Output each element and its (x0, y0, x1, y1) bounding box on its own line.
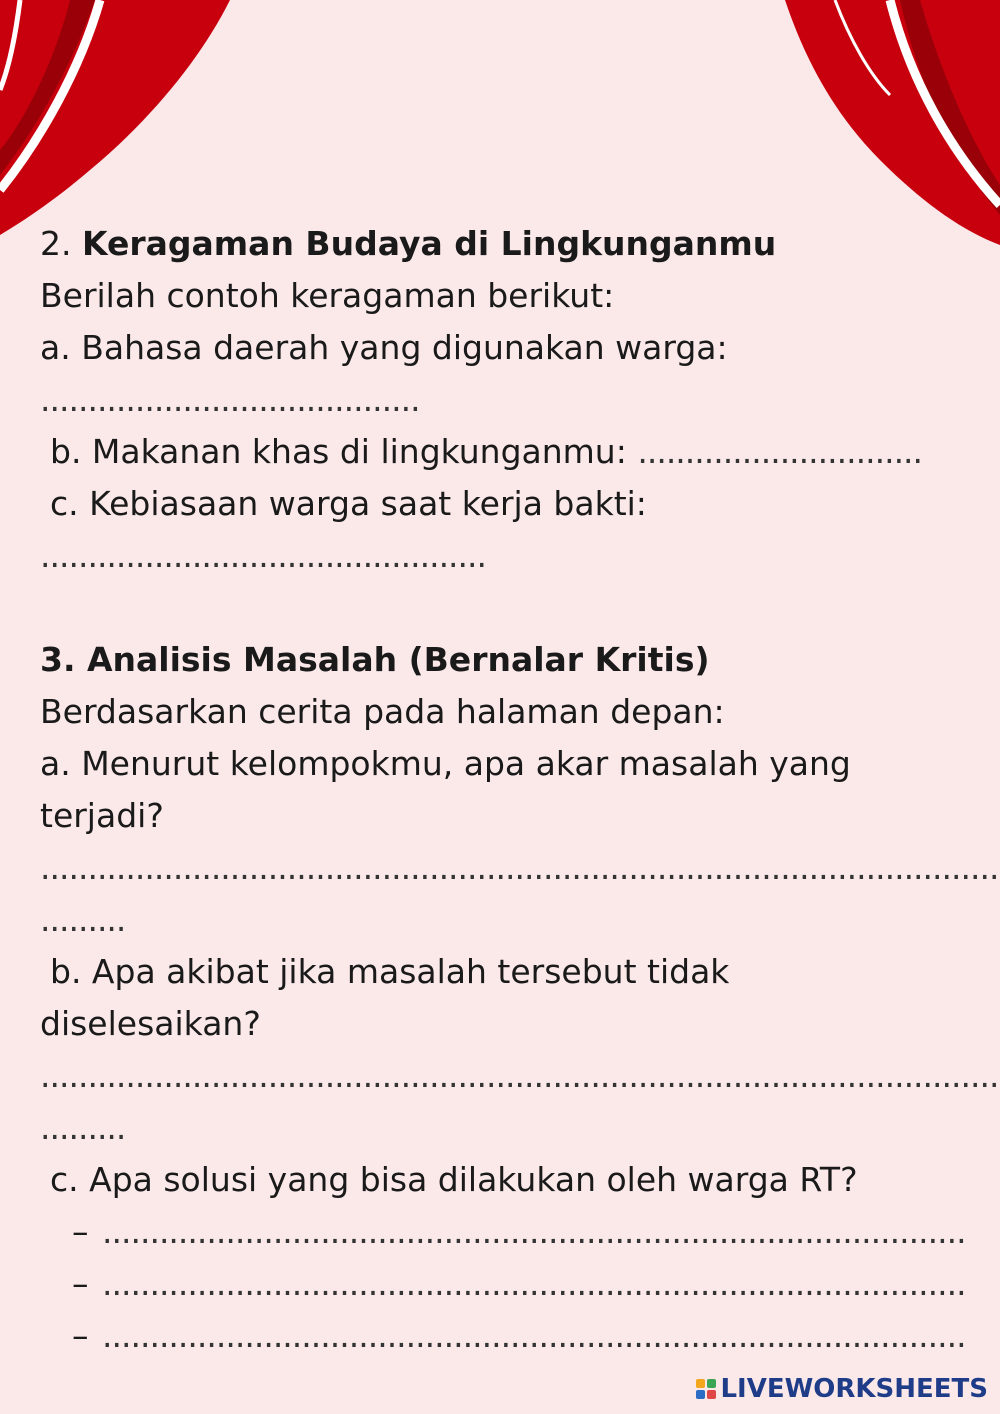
section2-instruction: Berilah contoh keragaman berikut: (40, 276, 615, 315)
liveworksheets-logo-icon (696, 1379, 716, 1399)
section3-b-label-line2: diselesaikan? (40, 1004, 261, 1043)
section3-c-label: c. Apa solusi yang bisa dilakukan oleh warga RT? (50, 1160, 858, 1199)
curtain-left-decoration (0, 0, 240, 240)
section3-c-answer-row-1 (40, 1206, 966, 1258)
section2-b-line (40, 426, 960, 478)
section3-b-answer-field-line2[interactable]: ......... (40, 1108, 126, 1147)
liveworksheets-logo-text: LIVEWORKSHEETS (720, 1374, 988, 1404)
dash-bullet: – (72, 1264, 89, 1303)
section3-b-label-line1: b. Apa akibat jika masalah tersebut tidak (50, 952, 730, 991)
section3-a-label-line1: a. Menurut kelompokmu, apa akar masalah yang (40, 744, 851, 783)
section3-b-answer-field-line1[interactable]: ..................................................................................................... (40, 1056, 999, 1095)
section3-a-answer-field-line1[interactable]: ..................................................................................................... (40, 848, 999, 887)
section3-c-answer-row-2 (40, 1258, 966, 1310)
curtain-right-decoration (740, 0, 1000, 250)
dash-bullet: – (72, 1316, 89, 1355)
section2-title: Keragaman Budaya di Lingkunganmu (81, 224, 777, 263)
section2-c-answer-field[interactable]: ............................................... (40, 536, 487, 575)
section2-a-label: a. Bahasa daerah yang digunakan warga: (40, 328, 728, 367)
section3-instruction: Berdasarkan cerita pada halaman depan: (40, 692, 725, 731)
section3-c-answer-field-3[interactable]: ........................................................................................... (102, 1316, 966, 1355)
section2-b-label: b. Makanan khas di lingkunganmu: (50, 432, 627, 471)
section3-c-answer-row-3 (40, 1310, 966, 1362)
section2-number: 2. (40, 224, 82, 263)
section3-heading (40, 634, 960, 686)
liveworksheets-logo (696, 1374, 988, 1404)
section2-b-answer-field[interactable]: .............................. (637, 432, 923, 471)
worksheet-content (40, 218, 999, 1362)
section3-c-answer-field-1[interactable]: ........................................................................................... (102, 1212, 966, 1251)
dash-bullet: – (72, 1212, 89, 1251)
section2-c-label: c. Kebiasaan warga saat kerja bakti: (50, 484, 647, 523)
section3-a-answer-field-line2[interactable]: ......... (40, 900, 126, 939)
section3-title: 3. Analisis Masalah (Bernalar Kritis) (40, 640, 710, 679)
section2-heading (40, 218, 960, 270)
section2-a-answer-field[interactable]: ........................................ (40, 380, 420, 419)
section3-a-label-line2: terjadi? (40, 796, 164, 835)
section3-c-answer-field-2[interactable]: ........................................................................................... (102, 1264, 966, 1303)
